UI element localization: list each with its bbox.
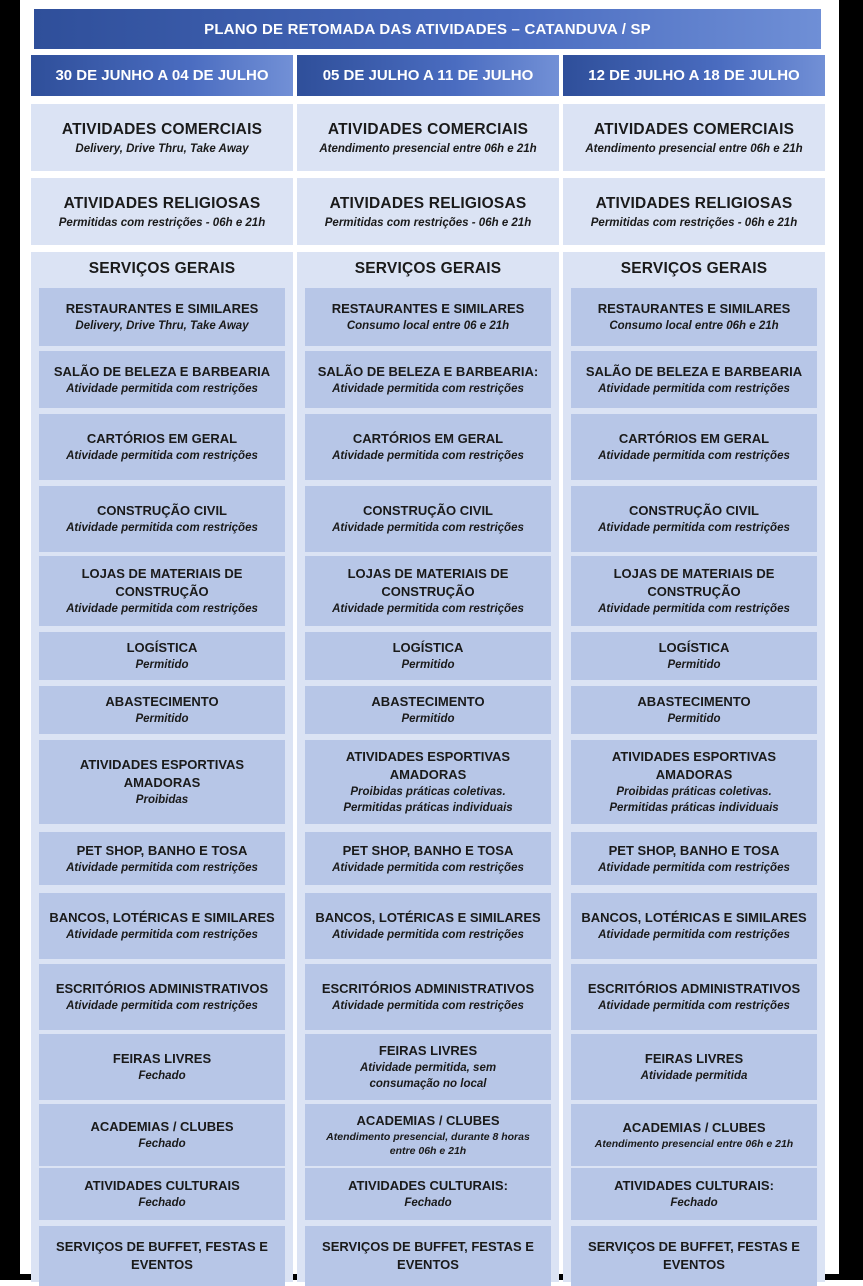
service-name: ACADEMIAS / CLUBES [622,1120,766,1135]
service-name: ATIVIDADES CULTURAIS: [614,1178,774,1193]
service-detail: Consumo local entre 06 e 21h [346,320,510,332]
service-item [305,686,551,734]
service-item [305,556,551,626]
service-item [305,414,551,480]
service-item [571,1226,817,1286]
service-name: RESTAURANTES E SIMILARES [597,301,791,316]
service-name: CONSTRUÇÃO [115,584,209,599]
service-detail: Atividade permitida com restrições [66,450,258,462]
service-name: LOGÍSTICA [392,640,464,655]
service-item [571,632,817,680]
service-item [571,740,817,824]
service-detail: entre 06h e 21h [389,1145,467,1157]
service-detail: Atividade permitida com restrições [66,522,258,534]
service-name: EVENTOS [397,1257,459,1272]
service-item [305,1034,551,1100]
religiosas-box [31,178,293,245]
screen-edge-left [0,0,20,1280]
service-name: AMADORAS [123,775,201,790]
comerciais-detail: Delivery, Drive Thru, Take Away [75,142,249,155]
service-item [305,288,551,346]
service-detail: Atividade permitida com restrições [598,603,790,615]
service-item [571,1168,817,1220]
comerciais-title: ATIVIDADES COMERCIAIS [593,120,795,138]
service-detail: Permitido [667,659,721,671]
service-name: EVENTOS [663,1257,725,1272]
service-detail: Atividade permitida com restrições [332,603,524,615]
service-name: CONSTRUÇÃO CIVIL [363,503,493,518]
service-item [39,964,285,1030]
religiosas-title: ATIVIDADES RELIGIOSAS [63,194,261,212]
service-item [571,351,817,408]
service-item [571,1034,817,1100]
service-item [39,893,285,959]
service-detail: Atividade permitida [640,1070,748,1082]
service-detail: Atividade permitida com restrições [66,603,258,615]
service-name: CARTÓRIOS EM GERAL [86,431,238,446]
service-name: LOJAS DE MATERIAIS DE [613,566,775,581]
service-detail: Permitidas práticas individuais [609,802,779,814]
service-item [39,1034,285,1100]
religiosas-box [563,178,825,245]
service-detail: Atividade permitida com restrições [332,522,524,534]
service-item [39,1104,285,1166]
service-name: PET SHOP, BANHO E TOSA [342,842,514,858]
service-name: FEIRAS LIVRES [378,1043,478,1058]
service-detail: Atividade permitida com restrições [332,382,524,395]
service-name: BANCOS, LOTÉRICAS E SIMILARES [49,910,275,925]
service-item [39,832,285,885]
service-item [571,1104,817,1166]
service-name: EVENTOS [131,1257,193,1272]
service-detail: Permitido [401,713,455,725]
service-name: ATIVIDADES ESPORTIVAS [345,749,511,764]
service-detail: Atividade permitida com restrições [66,929,258,941]
service-name: BANCOS, LOTÉRICAS E SIMILARES [581,910,807,925]
service-item [39,740,285,824]
period-header: 12 DE JULHO A 18 DE JULHO [563,55,825,96]
comerciais-detail: Atendimento presencial entre 06h e 21h [319,142,537,155]
service-name: CONSTRUÇÃO [647,584,741,599]
service-name: ACADEMIAS / CLUBES [90,1119,234,1134]
service-item [39,414,285,480]
service-item [571,556,817,626]
service-detail: Proibidas práticas coletivas. [616,786,772,798]
service-name: CONSTRUÇÃO [381,584,475,599]
period-header: 05 DE JULHO A 11 DE JULHO [297,55,559,96]
service-name: RESTAURANTES E SIMILARES [331,301,525,316]
service-detail: Proibidas práticas coletivas. [350,786,506,798]
service-item [305,1168,551,1220]
service-name: ATIVIDADES ESPORTIVAS [79,757,245,772]
religiosas-title: ATIVIDADES RELIGIOSAS [329,194,527,212]
service-item [305,632,551,680]
service-name: CARTÓRIOS EM GERAL [618,431,770,446]
comerciais-title: ATIVIDADES COMERCIAIS [327,120,529,138]
service-item [305,1226,551,1286]
service-name: CONSTRUÇÃO CIVIL [97,503,227,518]
service-detail: Atividade permitida com restrições [66,861,258,874]
service-name: LOGÍSTICA [658,640,730,655]
comerciais-box [563,104,825,171]
service-detail: Proibidas [135,794,189,806]
servicos-title: SERVIÇOS GERAIS [354,260,502,277]
comerciais-box [31,104,293,171]
service-detail: Fechado [670,1197,718,1209]
comerciais-detail: Atendimento presencial entre 06h e 21h [585,142,803,155]
service-name: CONSTRUÇÃO CIVIL [629,503,759,518]
service-name: LOJAS DE MATERIAIS DE [81,566,243,581]
service-item [39,632,285,680]
religiosas-detail: Permitidas com restrições - 06h e 21h [324,216,532,229]
service-detail: Atividade permitida com restrições [598,1000,790,1012]
service-detail: Atendimento presencial entre 06h e 21h [594,1138,794,1150]
religiosas-box [297,178,559,245]
service-item [571,288,817,346]
service-name: LOGÍSTICA [126,640,198,655]
service-item [39,486,285,552]
service-item [305,740,551,824]
service-name: ATIVIDADES CULTURAIS: [348,1178,508,1193]
religiosas-title: ATIVIDADES RELIGIOSAS [595,194,793,212]
service-name: RESTAURANTES E SIMILARES [65,301,259,316]
service-item [305,351,551,408]
service-item [305,964,551,1030]
service-item [39,288,285,346]
service-item [305,1104,551,1166]
service-detail: Atividade permitida com restrições [598,450,790,462]
service-name: BANCOS, LOTÉRICAS E SIMILARES [315,910,541,925]
service-detail: Fechado [138,1138,186,1150]
screen-edge-right [839,0,863,1280]
service-name: ESCRITÓRIOS ADMINISTRATIVOS [55,981,269,996]
service-detail: Atividade permitida com restrições [598,861,790,874]
service-name: SALÃO DE BELEZA E BARBEARIA [53,363,271,379]
service-detail: Atendimento presencial, durante 8 horas [326,1131,530,1143]
service-detail: Atividade permitida com restrições [332,861,524,874]
service-name: AMADORAS [655,767,733,782]
service-name: ESCRITÓRIOS ADMINISTRATIVOS [321,981,535,996]
service-name: FEIRAS LIVRES [112,1051,212,1066]
service-name: ABASTECIMENTO [105,694,219,709]
service-detail: Permitido [135,713,189,725]
service-name: SERVIÇOS DE BUFFET, FESTAS E [588,1239,800,1254]
document-page [20,0,839,1274]
servicos-title: SERVIÇOS GERAIS [88,260,236,277]
service-name: AMADORAS [389,767,467,782]
service-detail: Atividade permitida com restrições [66,382,258,395]
service-name: CARTÓRIOS EM GERAL [352,431,504,446]
service-detail: Atividade permitida com restrições [598,382,790,395]
service-name: PET SHOP, BANHO E TOSA [76,842,248,858]
service-detail: Atividade permitida com restrições [332,450,524,462]
service-item [305,486,551,552]
document-title: PLANO DE RETOMADA DAS ATIVIDADES – CATANDUVA / SP [34,9,821,49]
service-detail: Permitidas práticas individuais [343,802,513,814]
service-name: ABASTECIMENTO [371,694,485,709]
service-item [571,414,817,480]
service-item [39,1226,285,1286]
service-detail: Permitido [135,659,189,671]
service-name: ATIVIDADES ESPORTIVAS [611,749,777,764]
service-detail: consumação no local [369,1078,487,1090]
service-item [305,893,551,959]
service-detail: Consumo local entre 06h e 21h [609,320,779,332]
service-name: SALÃO DE BELEZA E BARBEARIA [585,363,803,379]
service-item [571,486,817,552]
service-item [571,686,817,734]
service-name: ATIVIDADES CULTURAIS [84,1178,240,1193]
service-name: SERVIÇOS DE BUFFET, FESTAS E [56,1239,268,1254]
service-item [39,556,285,626]
service-name: SALÃO DE BELEZA E BARBEARIA: [317,363,539,379]
service-detail: Fechado [404,1197,452,1209]
servicos-title: SERVIÇOS GERAIS [620,260,768,277]
service-detail: Permitido [401,659,455,671]
service-name: ABASTECIMENTO [637,694,751,709]
service-detail: Permitido [667,713,721,725]
service-item [39,686,285,734]
service-name: PET SHOP, BANHO E TOSA [608,842,780,858]
religiosas-detail: Permitidas com restrições - 06h e 21h [590,216,798,229]
service-name: FEIRAS LIVRES [644,1051,744,1066]
service-item [571,832,817,885]
service-detail: Atividade permitida, sem [359,1062,497,1074]
service-item [571,964,817,1030]
service-item [39,1168,285,1220]
religiosas-detail: Permitidas com restrições - 06h e 21h [58,216,266,229]
service-item [571,893,817,959]
service-item [305,832,551,885]
period-header: 30 DE JUNHO A 04 DE JULHO [31,55,293,96]
service-detail: Atividade permitida com restrições [332,1000,524,1012]
service-detail: Atividade permitida com restrições [598,522,790,534]
service-name: ACADEMIAS / CLUBES [356,1113,500,1128]
service-detail: Fechado [138,1197,186,1209]
service-detail: Atividade permitida com restrições [66,1000,258,1012]
service-name: ESCRITÓRIOS ADMINISTRATIVOS [587,981,801,996]
service-name: LOJAS DE MATERIAIS DE [347,566,509,581]
comerciais-title: ATIVIDADES COMERCIAIS [61,120,263,138]
service-detail: Fechado [138,1070,186,1082]
service-detail: Delivery, Drive Thru, Take Away [75,320,249,332]
service-detail: Atividade permitida com restrições [332,929,524,941]
service-detail: Atividade permitida com restrições [598,929,790,941]
service-item [39,351,285,408]
comerciais-box [297,104,559,171]
service-name: SERVIÇOS DE BUFFET, FESTAS E [322,1239,534,1254]
